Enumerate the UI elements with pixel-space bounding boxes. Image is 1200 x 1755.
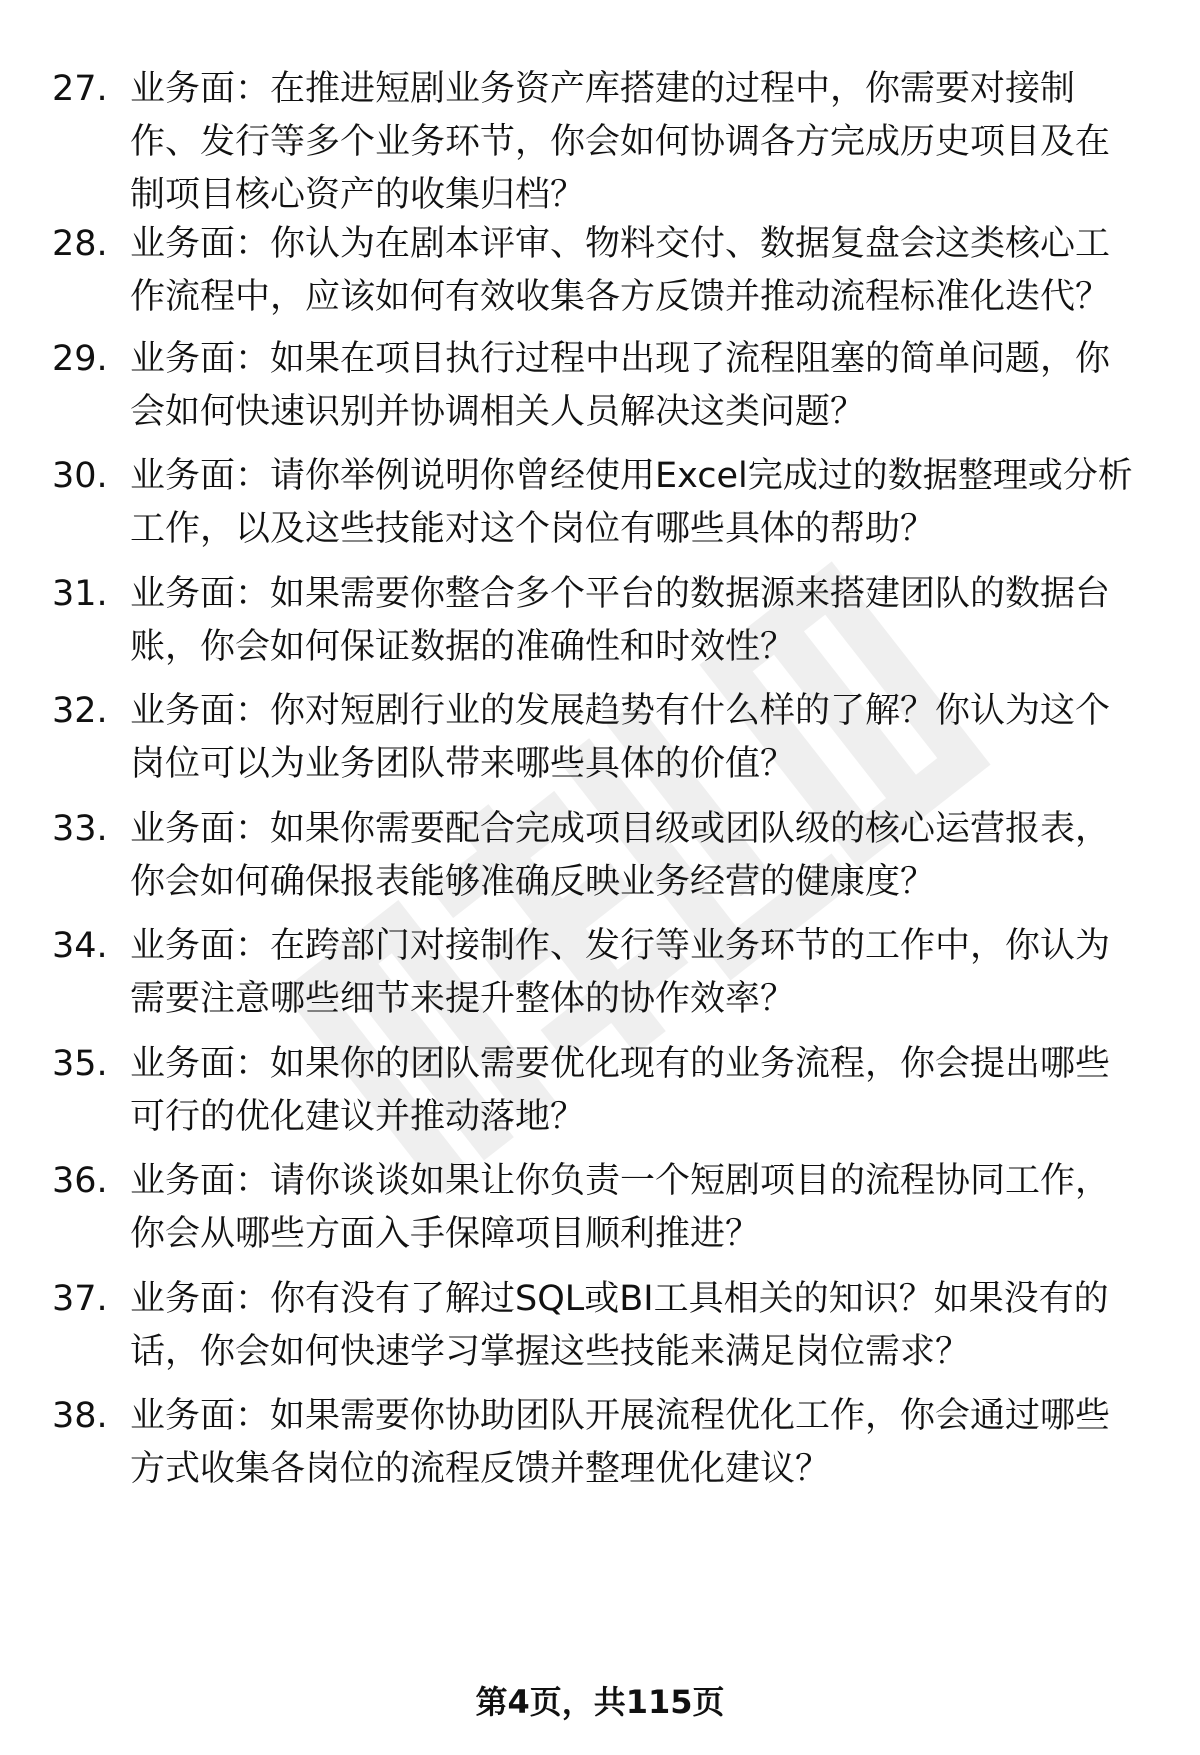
question-line: 作流程中，应该如何有效收集各方反馈并推动流程标准化迭代？ [130, 277, 1111, 317]
question-number: 28. [52, 224, 108, 264]
question-number: 35. [52, 1044, 108, 1084]
question-line: 可行的优化建议并推动落地？ [130, 1097, 586, 1137]
question-line: 业务面：请你谈谈如果让你负责一个短剧项目的流程协同工作， [130, 1161, 1111, 1201]
question-item [0, 920, 1200, 1040]
question-item [0, 1273, 1200, 1393]
question-item [0, 218, 1200, 338]
question-number: 36. [52, 1161, 108, 1201]
question-line: 业务面：你有没有了解过SQL或BI工具相关的知识？如果没有的 [130, 1279, 1109, 1319]
question-line: 账，你会如何保证数据的准确性和时效性？ [130, 627, 796, 667]
question-line: 你会如何确保报表能够准确反映业务经营的健康度？ [130, 862, 936, 902]
question-line: 方式收集各岗位的流程反馈并整理优化建议？ [130, 1449, 831, 1489]
question-item [0, 1155, 1200, 1275]
question-line: 你会从哪些方面入手保障项目顺利推进？ [130, 1214, 761, 1254]
question-number: 29. [52, 339, 108, 379]
question-text [130, 803, 1160, 909]
question-number: 27. [52, 69, 108, 109]
question-line: 会如何快速识别并协调相关人员解决这类问题？ [130, 392, 866, 432]
question-item [0, 450, 1200, 570]
question-line: 工作，以及这些技能对这个岗位有哪些具体的帮助？ [130, 509, 936, 549]
question-line: 业务面：在跨部门对接制作、发行等业务环节的工作中，你认为 [130, 926, 1111, 966]
question-item [0, 333, 1200, 453]
question-text [130, 1273, 1160, 1379]
question-number: 31. [52, 574, 108, 614]
question-line: 业务面：如果在项目执行过程中出现了流程阻塞的简单问题，你 [130, 339, 1111, 379]
question-text [130, 63, 1160, 222]
question-item [0, 568, 1200, 688]
question-line: 话，你会如何快速学习掌握这些技能来满足岗位需求？ [130, 1332, 971, 1372]
question-text [130, 1038, 1160, 1144]
question-line: 业务面：在推进短剧业务资产库搭建的过程中，你需要对接制 [130, 69, 1076, 109]
question-item [0, 1390, 1200, 1510]
question-line: 业务面：如果你的团队需要优化现有的业务流程，你会提出哪些 [130, 1044, 1111, 1084]
question-number: 32. [52, 691, 108, 731]
question-line: 作、发行等多个业务环节，你会如何协调各方完成历史项目及在 [130, 122, 1111, 162]
question-line: 岗位可以为业务团队带来哪些具体的价值？ [130, 744, 796, 784]
question-item [0, 63, 1200, 215]
question-text [130, 920, 1160, 1026]
question-line: 业务面：如果需要你协助团队开展流程优化工作，你会通过哪些 [130, 1396, 1111, 1436]
question-line: 业务面：请你举例说明你曾经使用Excel完成过的数据整理或分析 [130, 456, 1133, 496]
question-number: 33. [52, 809, 108, 849]
question-item [0, 1038, 1200, 1158]
question-text [130, 568, 1160, 674]
question-number: 38. [52, 1396, 108, 1436]
question-number: 34. [52, 926, 108, 966]
question-item [0, 803, 1200, 923]
question-number: 30. [52, 456, 108, 496]
page-number-footer: 第4页，共115页 [475, 1683, 725, 1721]
question-line: 业务面：如果需要你整合多个平台的数据源来搭建团队的数据台 [130, 574, 1111, 614]
question-item [0, 685, 1200, 805]
question-line: 业务面：如果你需要配合完成项目级或团队级的核心运营报表， [130, 809, 1111, 849]
question-text [130, 1155, 1160, 1261]
question-line: 制项目核心资产的收集归档？ [130, 175, 586, 215]
question-line: 业务面：你对短剧行业的发展趋势有什么样的了解？你认为这个 [130, 691, 1111, 731]
question-line: 需要注意哪些细节来提升整体的协作效率？ [130, 979, 796, 1019]
question-text [130, 1390, 1160, 1496]
question-text [130, 450, 1160, 556]
question-text [130, 218, 1160, 324]
question-text [130, 685, 1160, 791]
question-number: 37. [52, 1279, 108, 1319]
question-text [130, 333, 1160, 439]
question-line: 业务面：你认为在剧本评审、物料交付、数据复盘会这类核心工 [130, 224, 1111, 264]
